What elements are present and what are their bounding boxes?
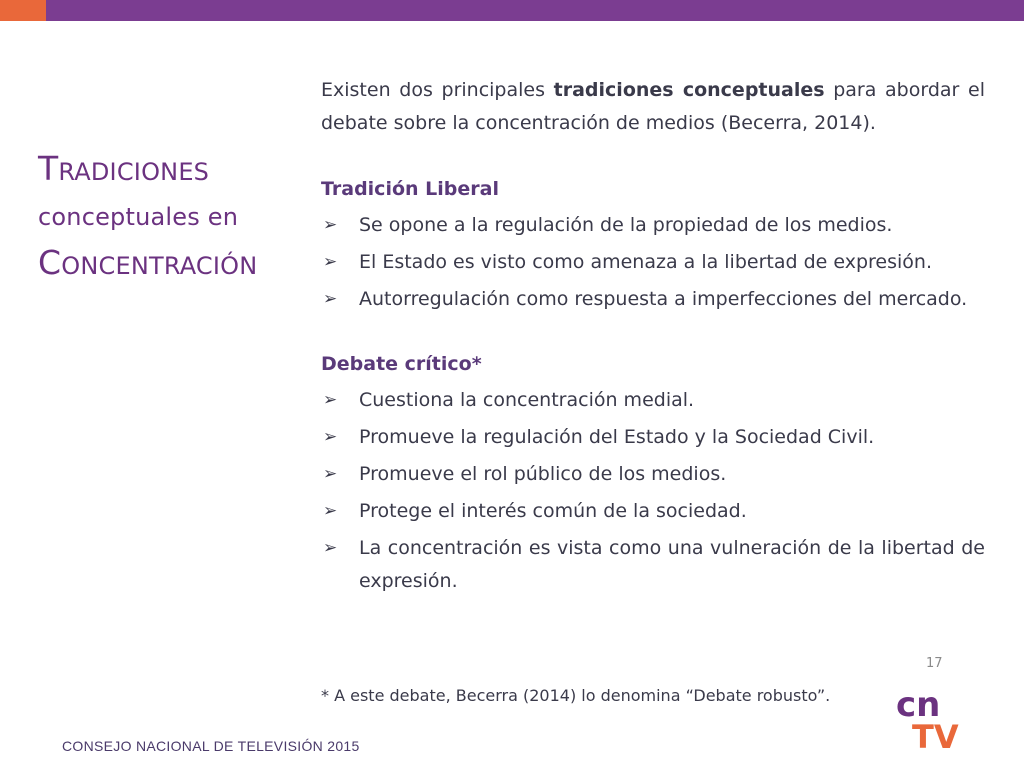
arrow-bullet-icon: ➢ (323, 252, 338, 272)
list-item: ➢ Promueve la regulación del Estado y la Sociedad Civil. (321, 421, 985, 454)
arrow-bullet-icon: ➢ (323, 289, 338, 309)
list-item: ➢ El Estado es visto como amenaza a la libertad de expresión. (321, 246, 985, 279)
arrow-bullet-icon: ➢ (323, 464, 338, 484)
list-item: ➢ Se opone a la regulación de la propiedad de los medios. (321, 209, 985, 242)
footer-organization: CONSEJO NACIONAL DE TELEVISIÓN 2015 (62, 738, 360, 754)
list-item: ➢ Autorregulación como respuesta a imperfecciones del mercado. (321, 283, 985, 316)
arrow-bullet-icon: ➢ (323, 538, 338, 558)
arrow-bullet-icon: ➢ (323, 501, 338, 521)
top-header-bar (46, 0, 1024, 21)
arrow-bullet-icon: ➢ (323, 427, 338, 447)
title-line-1: TRADICIONES (38, 149, 210, 188)
slide-body (321, 74, 985, 602)
section-heading-critico: Debate crítico* (321, 353, 482, 375)
bullet-list-critico (321, 384, 985, 598)
logo-text-cn: cn (896, 686, 941, 725)
page-number: 17 (926, 656, 943, 671)
list-item: ➢ Promueve el rol público de los medios. (321, 458, 985, 491)
title-line-3: CONCENTRACIÓN (38, 243, 258, 282)
list-item: ➢ Protege el interés común de la sociedad. (321, 495, 985, 528)
footnote: * A este debate, Becerra (2014) lo denomina “Debate robusto”. (321, 686, 831, 705)
list-item: ➢ Cuestiona la concentración medial. (321, 384, 985, 417)
bullet-list-liberal (321, 209, 985, 316)
cntv-logo (892, 686, 962, 750)
logo-text-tv: TV (912, 718, 959, 750)
arrow-bullet-icon: ➢ (323, 215, 338, 235)
intro-paragraph: Existen dos principales tradiciones conceptuales para abordar el debate sobre la concentración de medios (Becerra, 2014). (321, 79, 985, 134)
slide-title (38, 146, 308, 289)
top-accent-block (0, 0, 46, 21)
title-line-2: conceptuales en (38, 203, 239, 231)
section-heading-liberal: Tradición Liberal (321, 178, 499, 200)
arrow-bullet-icon: ➢ (323, 390, 338, 410)
list-item: ➢ La concentración es vista como una vulneración de la libertad de expresión. (321, 532, 985, 598)
